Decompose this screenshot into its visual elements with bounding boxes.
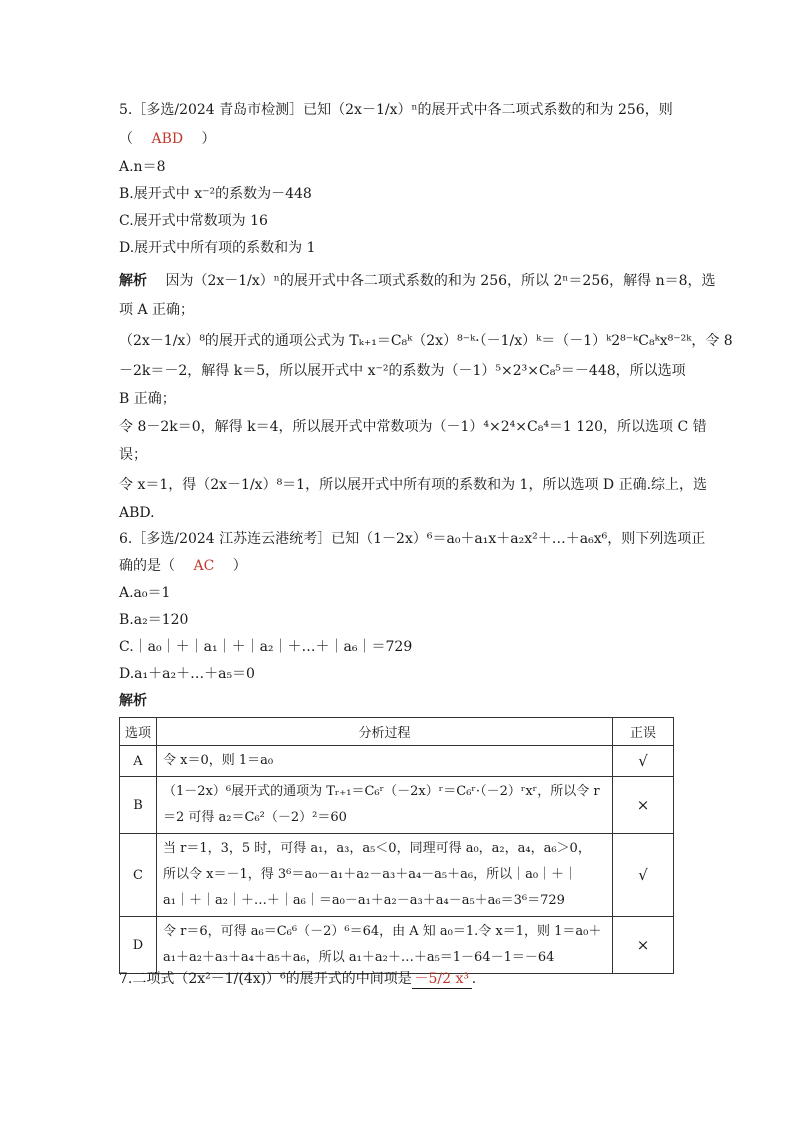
row-verdict: √ xyxy=(613,746,674,777)
q6-stem-prefix: 确的是（ xyxy=(119,558,175,574)
row-verdict: × xyxy=(613,917,674,974)
q5-stem: 5.［多选/2024 青岛市检测］已知（2x－1/x）ⁿ的展开式中各二项式系数的和为 256，则 xyxy=(119,102,673,118)
q5-option-b: B.展开式中 x⁻²的系数为－448 xyxy=(119,186,312,202)
row-option: B xyxy=(120,777,157,834)
q6-paren-close: ） xyxy=(232,558,247,574)
q7-tail: . xyxy=(471,971,477,987)
q6-analysis-label: 解析 xyxy=(119,693,147,709)
q5-option-c: C.展开式中常数项为 16 xyxy=(119,213,268,229)
header-verdict: 正误 xyxy=(613,718,674,746)
row-process xyxy=(157,777,613,834)
q6-option-d: D.a₁＋a₂＋…＋a₅＝0 xyxy=(119,666,255,682)
table-row xyxy=(120,917,674,974)
q6-option-b: B.a₂＝120 xyxy=(119,612,189,628)
process-line: 令 x＝0，则 1＝a₀ xyxy=(163,753,274,768)
table-row xyxy=(120,834,674,917)
q5-option-d: D.展开式中所有项的系数和为 1 xyxy=(119,240,316,256)
q5-paren-close: ） xyxy=(201,131,216,147)
header-process: 分析过程 xyxy=(157,718,613,746)
q5-analysis-line: （2x－1/x）⁸的展开式的通项公式为 Tₖ₊₁＝C₈ᵏ（2x）⁸⁻ᵏ·（－1/x）ᵏ＝（－1）ᵏ2⁸⁻ᵏC₈ᵏx⁸⁻²ᵏ，令 8 xyxy=(119,333,733,349)
header-option: 选项 xyxy=(120,718,157,746)
process-line: （1－2x）⁶展开式的通项为 Tᵣ₊₁＝C₆ʳ（－2x）ʳ＝C₆ʳ·（－2）ʳxʳ，所以令 r xyxy=(163,784,600,799)
analysis-table xyxy=(119,717,674,974)
row-verdict: √ xyxy=(613,834,674,917)
table-header-row xyxy=(120,718,674,746)
q7-line xyxy=(119,970,476,989)
row-option: A xyxy=(120,746,157,777)
q5-analysis-line: 令 x＝1，得（2x－1/x）⁸＝1，所以展开式中所有项的系数和为 1，所以选项 D 正确.综上，选 xyxy=(119,477,708,493)
q5-paren-open: （ xyxy=(119,131,133,147)
q5-analysis-line: 因为（2x－1/x）ⁿ的展开式中各二项式系数的和为 256，所以 2ⁿ＝256，解得 n＝8，选 xyxy=(165,273,716,289)
process-line: 令 r＝6，可得 a₆＝C₆⁶（－2）⁶＝64，由 A 知 a₀＝1.令 x＝1，则 1＝a₀＋ xyxy=(163,924,602,939)
q5-analysis-label: 解析 xyxy=(119,273,147,289)
q6-option-c: C.｜a₀｜＋｜a₁｜＋｜a₂｜＋…＋｜a₆｜＝729 xyxy=(119,639,413,655)
q5-analysis-first xyxy=(119,272,716,290)
row-process xyxy=(157,746,613,777)
process-line: a₁＋a₂＋a₃＋a₄＋a₅＋a₆，所以 a₁＋a₂＋…＋a₅＝1－64－1＝－64 xyxy=(163,950,555,965)
q5-analysis-line: －2k＝－2，解得 k＝5，所以展开式中 x⁻²的系数为（－1）⁵×2³×C₈⁵＝－448，所以选项 xyxy=(119,363,686,379)
process-line: 当 r＝1，3，5 时，可得 a₁，a₃，a₅＜0，同理可得 a₀，a₂，a₄，a₆＞0， xyxy=(163,841,591,856)
q6-stem-line1: 6.［多选/2024 江苏连云港统考］已知（1－2x）⁶＝a₀＋a₁x＋a₂x²＋…＋a₆x⁶，则下列选项正 xyxy=(119,531,706,547)
q6-stem-line2 xyxy=(119,557,247,575)
q5-analysis-line: 误； xyxy=(119,447,147,463)
row-option: C xyxy=(120,834,157,917)
q5-analysis-line: 令 8－2k＝0，解得 k＝4，所以展开式中常数项为（－1）⁴×2⁴×C₈⁴＝1 120，所以选项 C 错 xyxy=(119,419,707,435)
table-row xyxy=(120,746,674,777)
row-verdict: × xyxy=(613,777,674,834)
q5-analysis-line: ABD. xyxy=(119,505,155,521)
process-line: 所以令 x＝－1，得 3⁶＝a₀－a₁＋a₂－a₃＋a₄－a₅＋a₆，所以｜a₀｜＋｜ xyxy=(163,867,578,882)
q5-analysis-line: B 正确； xyxy=(119,391,176,407)
q7-answer: －5/2 x³ xyxy=(412,970,472,989)
q5-answer: ABD xyxy=(151,131,184,147)
table-row xyxy=(120,777,674,834)
q7-stem: 7.二项式（2x²－1/(4x)）⁶的展开式的中间项是 xyxy=(119,971,412,987)
process-line: a₁｜＋｜a₂｜＋…＋｜a₆｜＝a₀－a₁＋a₂－a₃＋a₄－a₅＋a₆＝3⁶＝729 xyxy=(163,893,565,908)
row-process xyxy=(157,917,613,974)
row-option: D xyxy=(120,917,157,974)
q6-answer: AC xyxy=(193,558,215,574)
q5-option-a: A.n＝8 xyxy=(119,159,166,175)
process-line: ＝2 可得 a₂＝C₆²（－2）²＝60 xyxy=(163,810,347,825)
row-process xyxy=(157,834,613,917)
q5-answer-line xyxy=(119,130,216,148)
q6-option-a: A.a₀＝1 xyxy=(119,585,171,601)
q5-analysis-line: 项 A 正确； xyxy=(119,302,195,318)
